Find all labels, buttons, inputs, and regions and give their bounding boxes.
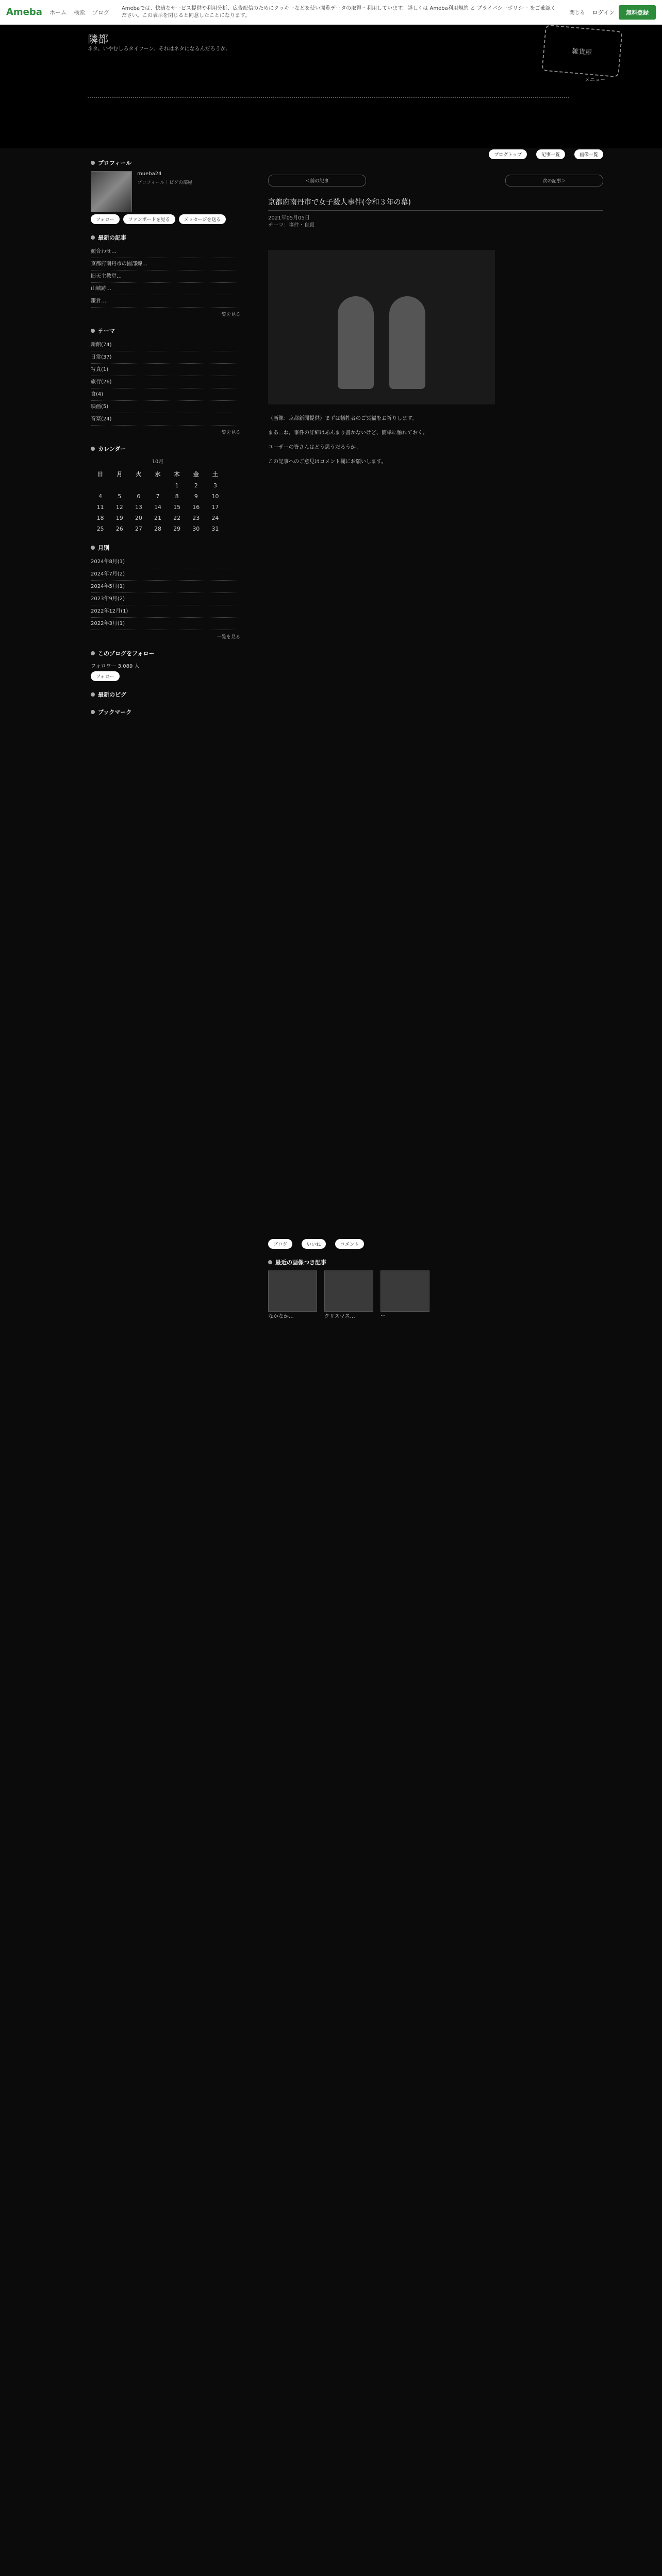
archives-more-link[interactable]: 一覧を見る [217, 635, 240, 640]
main-content [268, 149, 603, 1319]
related-thumbnail [324, 1270, 373, 1312]
day: 4 [98, 493, 103, 500]
header-divider [88, 97, 569, 101]
day: 6 [137, 493, 141, 500]
day: 22 [173, 515, 181, 521]
entry-list-button[interactable]: 記事一覧 [536, 149, 565, 159]
weekday: 木 [174, 471, 180, 478]
day [129, 480, 148, 491]
day: 13 [135, 504, 142, 511]
day: 9 [194, 493, 198, 500]
signup-button[interactable]: 無料登録 [619, 5, 656, 20]
day: 8 [175, 493, 179, 500]
day: 3 [213, 482, 217, 489]
related-entry[interactable] [324, 1270, 373, 1319]
login-link[interactable]: ログイン [592, 9, 615, 16]
weekday: 火 [136, 471, 142, 478]
notice-close-button[interactable]: 閉じる [569, 10, 585, 16]
archives-list [91, 556, 240, 630]
related-thumbnail [268, 1270, 317, 1312]
entry-title[interactable]: 京都府南丹市で女子殺人事件(令和３年の幕) [268, 197, 603, 211]
day: 30 [192, 526, 200, 532]
pig-heading: 最新のピグ [91, 690, 240, 699]
themes-heading: テーマ [91, 327, 240, 335]
day [148, 480, 167, 491]
blog-link[interactable]: ブログ [92, 9, 109, 16]
person-figure [338, 296, 374, 389]
day: 29 [173, 526, 181, 532]
follower-count: フォロワー 3,089 人 [91, 664, 140, 669]
menu-link[interactable]: メニュー [585, 77, 605, 83]
blog-top-button[interactable]: ブログトップ [489, 149, 527, 159]
day: 26 [115, 526, 123, 532]
related-title: クリスマス… [324, 1314, 355, 1319]
cookie-notice: Amebaでは、快適なサービス提供や利用分析、広告配信のためにクッキーなどを使い閲覧データの取得・利用しています。詳しくは Ameba利用規約 と プライバシーポリシー をご確認ください。この表示を閉じると同意したことになります。 [121, 5, 556, 19]
day: 2 [194, 482, 198, 489]
list-item[interactable]: 映画(5) [91, 401, 240, 413]
blog-header [0, 25, 662, 148]
follow-button[interactable]: フォロー [91, 214, 120, 224]
day: 11 [96, 504, 104, 511]
blog-description: ネタ。いやむしろタイフーン。それはネタになるんだろうか。 [88, 46, 231, 52]
weekday: 日 [97, 471, 104, 478]
day: 17 [211, 504, 219, 511]
avatar[interactable] [91, 171, 132, 212]
day: 18 [96, 515, 104, 521]
message-button[interactable]: メッセージを送る [179, 214, 226, 224]
day: 25 [96, 526, 104, 532]
ameba-logo[interactable] [6, 7, 42, 18]
day: 21 [154, 515, 161, 521]
related-thumbnail [380, 1270, 429, 1312]
day [91, 480, 110, 491]
entry-paragraph: ユーザーの皆さんはどう思うだろうか。 [268, 445, 361, 450]
themes-more-link[interactable]: 一覧を見る [217, 430, 240, 435]
entry-paragraph: （画像：京都新聞提供）まずは犠牲者のご冥福をお祈りします。 [268, 416, 418, 421]
entry-date: 2021年05月05日 [268, 215, 310, 221]
day: 20 [135, 515, 142, 521]
fanboard-button[interactable]: ファンボードを見る [123, 214, 175, 224]
recent-more-link[interactable]: 一覧を見る [217, 312, 240, 317]
list-item[interactable]: 2024年8月(1) [91, 556, 240, 568]
weekday: 金 [193, 471, 199, 478]
day: 5 [118, 493, 122, 500]
day: 23 [192, 515, 200, 521]
list-item[interactable]: 2023年9月(2) [91, 593, 240, 605]
themes-list [91, 339, 240, 426]
follow-heading: このブログをフォロー [91, 649, 240, 657]
list-item[interactable]: 日常(37) [91, 351, 240, 364]
comment-button[interactable]: コメント [335, 1239, 364, 1249]
list-item[interactable]: 音楽(24) [91, 413, 240, 426]
weekday: 水 [155, 471, 161, 478]
entry-paragraph: この記事へのご意見はコメント欄にお願いします。 [268, 459, 387, 465]
seal-text: 雑貨屋 [571, 47, 592, 57]
follow-blog-button[interactable]: フォロー [91, 671, 120, 681]
profile-heading: プロフィール [91, 159, 240, 167]
topbar [0, 0, 662, 25]
calendar [91, 468, 225, 534]
list-item[interactable]: 旧天主教堂… [91, 270, 240, 283]
day: 7 [156, 493, 160, 500]
related-title: なかなか… [268, 1314, 294, 1319]
list-item[interactable]: 旅行(26) [91, 376, 240, 388]
header-seal-image [541, 25, 622, 78]
profile-link[interactable]: プロフィール｜ピグの部屋 [137, 180, 193, 185]
day: 24 [211, 515, 219, 521]
prev-entry-link[interactable]: ＜前の記事 [268, 175, 366, 187]
recent-heading: 最新の記事 [91, 233, 240, 242]
day: 10 [211, 493, 219, 500]
related-entry[interactable] [380, 1270, 429, 1319]
weekday: 土 [212, 471, 218, 478]
image-list-button[interactable]: 画像一覧 [574, 149, 603, 159]
day: 31 [211, 526, 219, 532]
day [110, 480, 129, 491]
list-item[interactable]: 2022年12月(1) [91, 605, 240, 618]
weekday: 月 [117, 471, 123, 478]
list-item[interactable]: 鎌倉… [91, 295, 240, 308]
entry-theme[interactable]: テーマ：事件・自殺 [268, 223, 315, 228]
archives-heading: 月別 [91, 544, 240, 552]
day: 19 [115, 515, 123, 521]
list-item[interactable]: 写真(1) [91, 364, 240, 376]
list-item[interactable]: 山城跡… [91, 283, 240, 295]
list-item[interactable]: 顔合わせ… [91, 246, 240, 258]
entry-paragraph: まあ…ね。事件の詳細はあんまり書かないけど、簡単に触れておく。 [268, 430, 428, 436]
day: 27 [135, 526, 142, 532]
related-title: … [380, 1312, 386, 1317]
recent-list [91, 246, 240, 308]
entry-body [268, 415, 603, 466]
day: 14 [154, 504, 161, 511]
reblog-button[interactable]: ブログ [268, 1239, 292, 1249]
day: 16 [192, 504, 200, 511]
calendar-month: 10月 [152, 459, 164, 465]
list-item[interactable]: 京都府南丹市の園部線… [91, 258, 240, 270]
bookmark-heading: ブックマーク [91, 708, 240, 716]
like-button[interactable]: いいね [302, 1239, 326, 1249]
sidebar [91, 149, 240, 720]
list-item[interactable]: 新館(74) [91, 339, 240, 351]
home-link[interactable]: ホーム [49, 9, 67, 16]
logo-text: Ameba [6, 7, 42, 18]
blog-title[interactable]: 隣都 [88, 33, 108, 45]
related-entry[interactable] [268, 1270, 317, 1319]
day: 12 [115, 504, 123, 511]
entry-photo[interactable] [268, 250, 495, 404]
person-figure [389, 296, 425, 389]
day: 1 [175, 482, 179, 489]
day: 28 [154, 526, 161, 532]
related-heading: 最近の画像つき記事 [268, 1258, 603, 1266]
next-entry-link[interactable]: 次の記事＞ [505, 175, 603, 187]
profile-name[interactable]: mueba24 [137, 171, 162, 177]
list-item[interactable]: 2024年5月(1) [91, 581, 240, 593]
list-item[interactable]: 2024年7月(2) [91, 568, 240, 581]
search-link[interactable]: 検索 [73, 9, 85, 16]
calendar-heading: カレンダー [91, 445, 240, 453]
list-item[interactable]: 食(4) [91, 388, 240, 401]
list-item[interactable]: 2022年3月(1) [91, 618, 240, 630]
day: 15 [173, 504, 181, 511]
